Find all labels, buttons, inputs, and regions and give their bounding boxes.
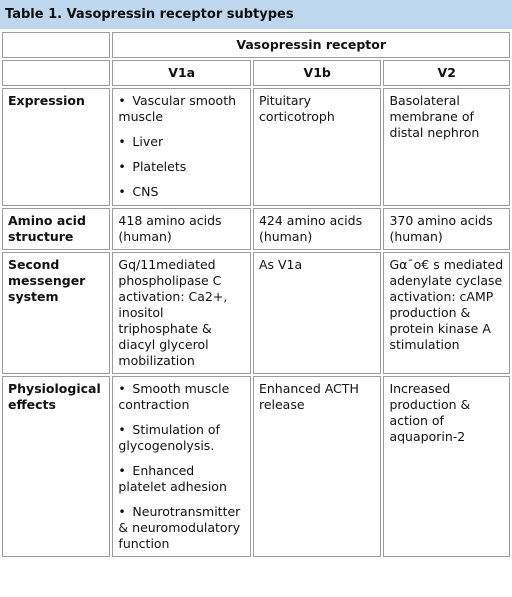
row-label: Physiological effects bbox=[2, 376, 110, 557]
bullet-icon: • bbox=[118, 504, 126, 519]
bullet-icon: • bbox=[118, 134, 126, 149]
list-item-text: Vascular smooth muscle bbox=[118, 93, 237, 124]
table-row bbox=[2, 252, 510, 374]
group-header-row bbox=[2, 32, 510, 58]
row-label: Amino acid structure bbox=[2, 208, 110, 250]
empty-corner-cell bbox=[2, 32, 110, 58]
list-item-text: Stimulation of glycogenolysis. bbox=[118, 422, 220, 453]
cell-v1a bbox=[112, 376, 251, 557]
list-item bbox=[118, 422, 245, 454]
bullet-icon: • bbox=[118, 381, 126, 396]
list-item bbox=[118, 463, 245, 495]
list-item-text: Neurotransmitter & neuromodulatory function bbox=[118, 504, 241, 551]
bullet-icon: • bbox=[118, 93, 126, 108]
cell-v1b: Pituitary corticotroph bbox=[253, 88, 382, 206]
cell-v2: Increased production & action of aquaporin-2 bbox=[383, 376, 510, 557]
list-item bbox=[118, 159, 245, 175]
list-item-text: CNS bbox=[132, 184, 159, 199]
column-header-row bbox=[2, 60, 510, 86]
bullet-icon: • bbox=[118, 159, 126, 174]
list-item bbox=[118, 381, 245, 413]
table-row bbox=[2, 88, 510, 206]
column-header-v2: V2 bbox=[383, 60, 510, 86]
cell-v2: Gα¯o€ s mediated adenylate cyclase activation: cAMP production & protein kinase A stimulation bbox=[383, 252, 510, 374]
list-item-text: Liver bbox=[132, 134, 164, 149]
list-item-text: Smooth muscle contraction bbox=[118, 381, 230, 412]
list-item bbox=[118, 184, 245, 200]
list-item bbox=[118, 93, 245, 125]
column-header-v1a: V1a bbox=[112, 60, 251, 86]
table-title: Table 1. Vasopressin receptor subtypes bbox=[0, 0, 512, 29]
group-header: Vasopressin receptor bbox=[112, 32, 510, 58]
list-item bbox=[118, 504, 245, 552]
receptor-table bbox=[0, 30, 512, 559]
cell-v1a: Gq/11mediated phospholipase C activation: Ca2+, inositol triphosphate & diacyl glycerol mobilization bbox=[112, 252, 251, 374]
list-item-text: Enhanced platelet adhesion bbox=[118, 463, 227, 494]
bullet-icon: • bbox=[118, 463, 126, 478]
cell-v1a bbox=[112, 88, 251, 206]
row-label: Second messenger system bbox=[2, 252, 110, 374]
cell-v1b: Enhanced ACTH release bbox=[253, 376, 382, 557]
table-row bbox=[2, 208, 510, 250]
empty-corner-cell bbox=[2, 60, 110, 86]
list-item bbox=[118, 134, 245, 150]
cell-v2: 370 amino acids (human) bbox=[383, 208, 510, 250]
column-header-v1b: V1b bbox=[253, 60, 382, 86]
bullet-icon: • bbox=[118, 422, 126, 437]
bullet-icon: • bbox=[118, 184, 126, 199]
cell-v1a: 418 amino acids (human) bbox=[112, 208, 251, 250]
cell-v2: Basolateral membrane of distal nephron bbox=[383, 88, 510, 206]
row-label: Expression bbox=[2, 88, 110, 206]
table-row bbox=[2, 376, 510, 557]
cell-v1b: As V1a bbox=[253, 252, 382, 374]
list-item-text: Platelets bbox=[132, 159, 187, 174]
cell-v1b: 424 amino acids (human) bbox=[253, 208, 382, 250]
